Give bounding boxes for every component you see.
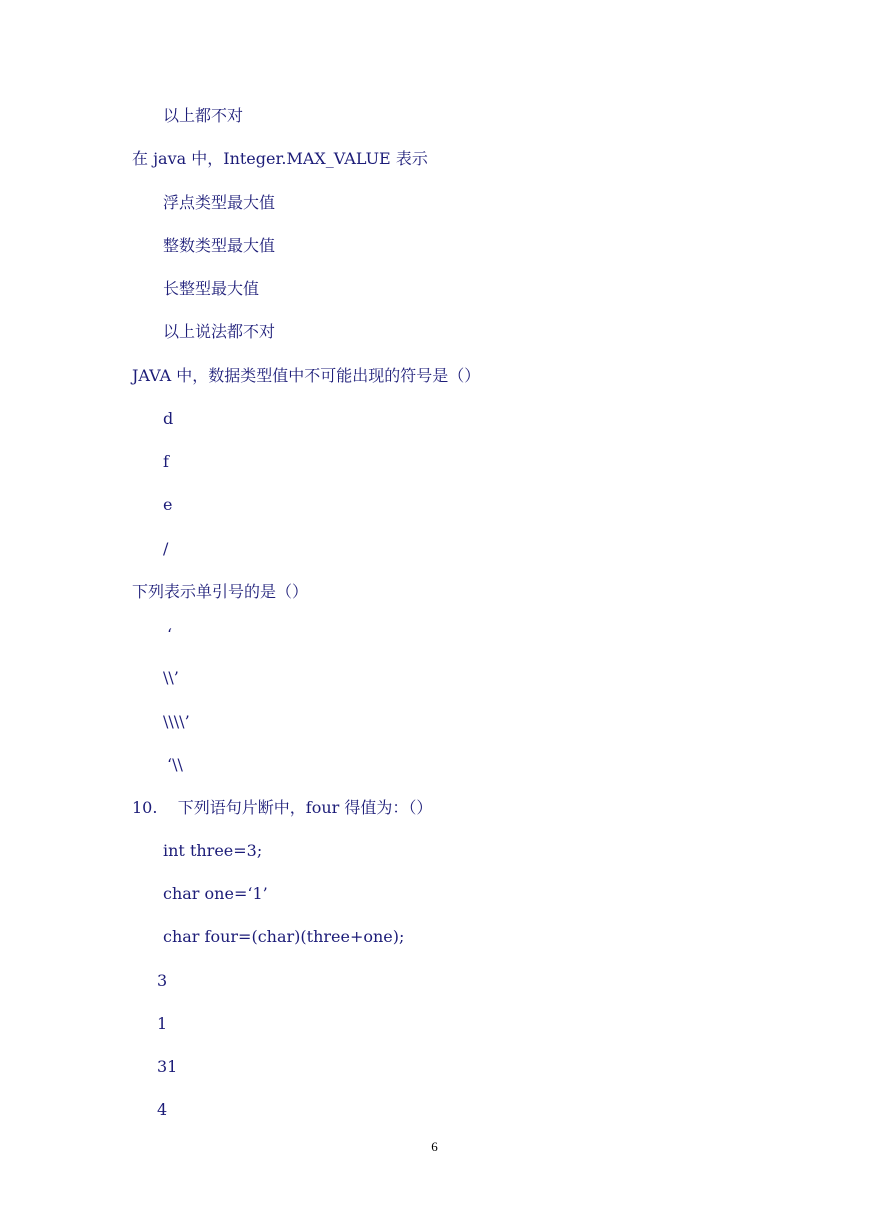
option-text: \\\\’ — [163, 712, 190, 731]
option-text: ‘\\ — [167, 755, 183, 774]
option-text: 以上说法都不对 — [163, 322, 276, 341]
option-text: 4 — [157, 1100, 168, 1119]
option-text: 浮点类型最大值 — [163, 193, 276, 212]
code-line: int three=3; — [163, 841, 263, 860]
option-text: 31 — [157, 1057, 178, 1076]
option-text: ‘ — [167, 625, 173, 644]
option-text: f — [163, 452, 169, 471]
question-text: JAVA 中，数据类型值中不可能出现的符号是（） — [132, 366, 481, 385]
option-text: \\’ — [163, 668, 179, 687]
option-text: 长整型最大值 — [163, 279, 260, 298]
question-text: 10. 下列语句片断中，four 得值为：（） — [132, 798, 433, 817]
option-text: e — [163, 495, 173, 514]
option-text: 1 — [157, 1014, 168, 1033]
option-text: 3 — [157, 971, 168, 990]
code-line: char four=(char)(three+one); — [163, 927, 405, 946]
option-text: 整数类型最大值 — [163, 236, 276, 255]
page-number: 6 — [431, 1139, 438, 1154]
option-text: d — [163, 409, 174, 428]
code-line: char one=‘1’ — [163, 884, 268, 903]
option-text: 以上都不对 — [163, 106, 244, 125]
question-text: 下列表示单引号的是（） — [132, 582, 309, 601]
question-text: 在 java 中，Integer.MAX_VALUE 表示 — [132, 149, 428, 168]
option-text: / — [163, 539, 169, 558]
